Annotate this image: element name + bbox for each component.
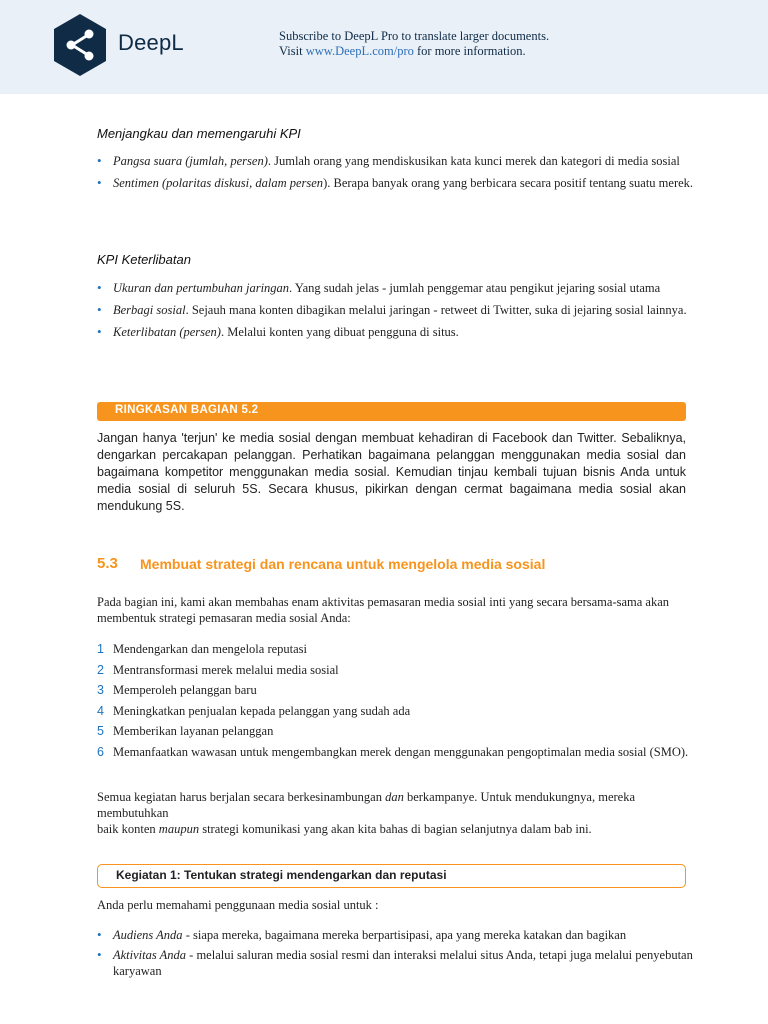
engagement-kpi-list (97, 280, 697, 340)
understand-list (97, 927, 697, 979)
list-item: • Ukuran dan pertumbuhan jaringan. Yang sudah jelas - jumlah penggemar atau pengikut jejaring sosial utama (97, 280, 661, 295)
bullet-icon: • (97, 947, 102, 962)
deepl-logo-icon[interactable] (52, 12, 108, 78)
summary-section-bar (97, 402, 686, 421)
list-item: • Audiens Anda - siapa mereka, bagaimana mereka berpartisipasi, apa yang mereka katakan dan bagikan (97, 927, 627, 942)
list-item: • Berbagi sosial. Sejauh mana konten dibagikan melalui jaringan - retweet di Twitter, suka di jejaring sosial lainnya. (97, 302, 687, 317)
list-item: • Keterlibatan (persen). Melalui konten yang dibuat pengguna di situs. (97, 324, 459, 339)
section-number: 5.3 (97, 555, 118, 572)
reach-kpi-heading: Menjangkau dan memengaruhi KPI (97, 126, 301, 141)
list-item: 3 Memperoleh pelanggan baru (97, 683, 257, 697)
bullet-icon: • (97, 324, 102, 339)
section-intro: Pada bagian ini, kami akan membahas enam aktivitas pemasaran media sosial inti yang secara bersama-sama akan membentuk strategi pemasaran media sosial Anda: (97, 595, 670, 625)
list-item: • Pangsa suara (jumlah, persen). Jumlah orang yang mendiskusikan kata kunci merek dan kategori di media sosial (97, 153, 680, 168)
list-item: 4 Meningkatkan penjualan kepada pelanggan yang sudah ada (97, 703, 411, 718)
summary-bar-title: RINGKASAN BAGIAN 5.2 (115, 404, 259, 416)
promo-line-2: Visit www.DeepL.com/pro for more information. (279, 44, 526, 58)
deepl-logo-text: DeepL (118, 30, 184, 55)
promo-text (279, 29, 549, 59)
activity-1-box (97, 864, 686, 888)
bullet-icon: • (97, 153, 102, 168)
understand-intro: Anda perlu memahami penggunaan media sosial untuk : (97, 898, 379, 912)
bullet-icon: • (97, 302, 102, 317)
list-item: 2 Mentransformasi merek melalui media sosial (97, 662, 339, 677)
deepl-pro-link[interactable]: www.DeepL.com/pro (305, 44, 414, 58)
deepl-banner (0, 0, 768, 94)
list-item: 6 Memanfaatkan wawasan untuk mengembangkan merek dengan menggunakan pengoptimalan media sosial (SMO). (97, 744, 689, 759)
bullet-icon: • (97, 175, 102, 190)
bullet-icon: • (97, 280, 102, 295)
list-item: 1 Mendengarkan dan mengelola reputasi (97, 642, 308, 656)
list-item: • Sentimen (polaritas diskusi, dalam persen). Berapa banyak orang yang berbicara secara positif tentang suatu merek. (97, 175, 694, 190)
summary-text: Jangan hanya 'terjun' ke media sosial dengan membuat kehadiran di Facebook dan Twitter. Sebaliknya, dengarkan percakapan pelanggan. Perhatikan bagaimana pelanggan menggunakan media sosial dan bagaimana kompetitor menggunakan media sosial. Kemudian tinjau kembali tujuan bisnis Anda untuk media sosial di seluruh 5S. Secara khusus, pikirkan dengan cermat bagaimana media sosial akan mendukung 5S. (97, 431, 686, 513)
activity-1-title: Kegiatan 1: Tentukan strategi mendengarkan dan reputasi (116, 868, 447, 882)
reach-kpi-list (97, 153, 697, 191)
continuity-paragraph: Semua kegiatan harus berjalan secara berkesinambungan dan berkampanye. Untuk mendukungnya, mereka membutuhkan baik konten maupun strategi komunikasi yang akan kita bahas di bagian selanjutnya dalam bab ini. (97, 790, 636, 836)
promo-line-1: Subscribe to DeepL Pro to translate larger documents. (279, 29, 550, 43)
engagement-kpi-heading: KPI Keterlibatan (97, 252, 191, 267)
section-title: Membuat strategi dan rencana untuk mengelola media sosial (140, 556, 546, 572)
list-item: • Aktivitas Anda - melalui saluran media sosial resmi dan interaksi melalui situs Anda, tetapi juga melalui penyebutan karyawan (97, 947, 693, 978)
bullet-icon: • (97, 927, 102, 942)
list-item: 5 Memberikan layanan pelanggan (97, 724, 274, 738)
activities-list (97, 641, 697, 764)
